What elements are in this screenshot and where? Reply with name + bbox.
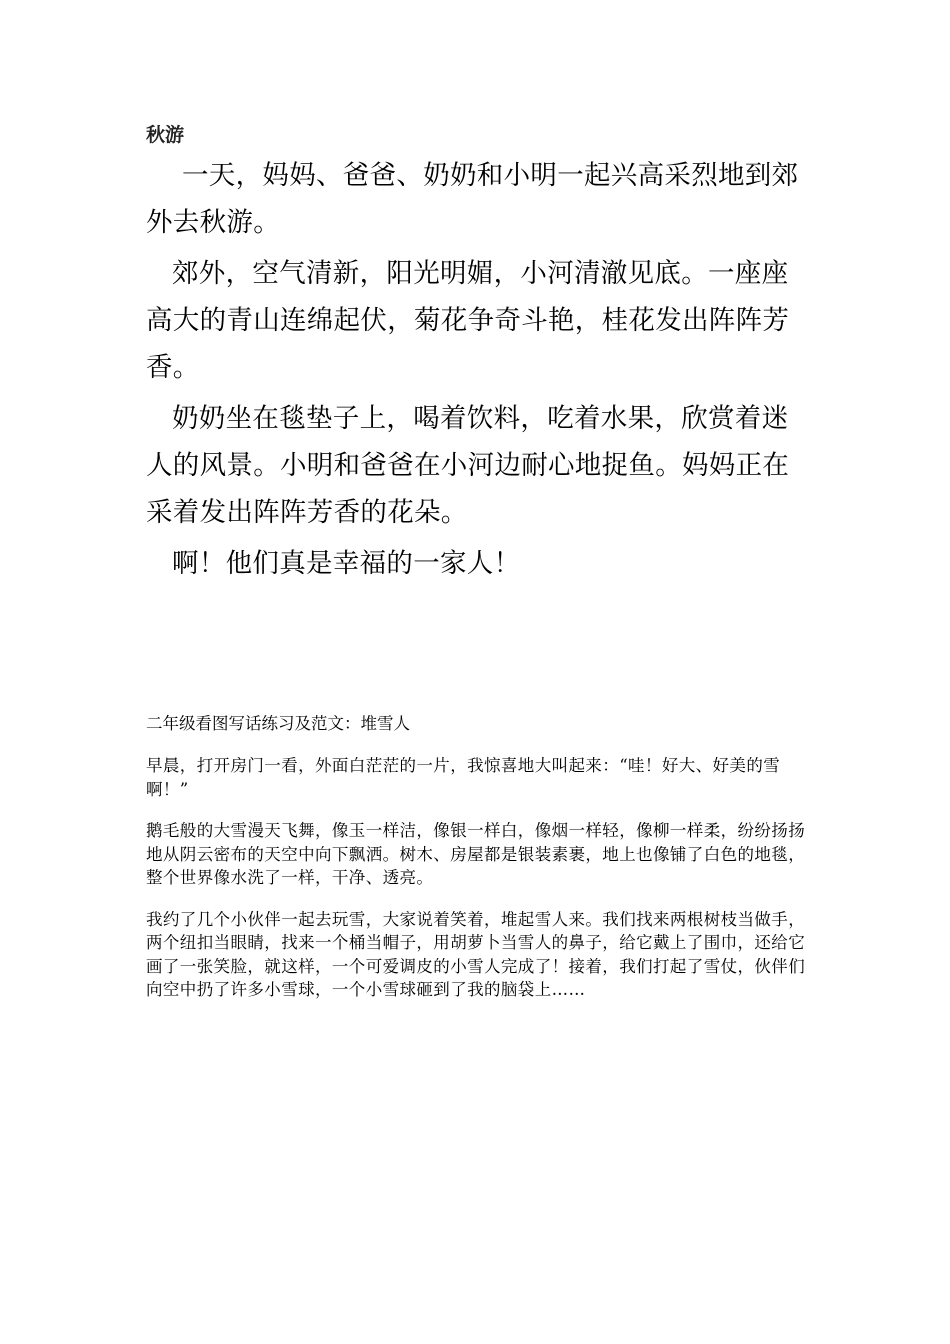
story-snowman xyxy=(146,712,814,1020)
story-title: 二年级看图写话练习及范文：堆雪人 xyxy=(146,714,410,733)
story-paragraph: 啊！他们真是幸福的一家人！ xyxy=(172,548,521,579)
story-paragraph: 奶奶坐在毯垫子上，喝着饮料，吃着水果，欣赏着迷人的风景。小明和爸爸在小河边耐心地捉鱼。妈妈正在采着发出阵阵芳香的花朵。 xyxy=(146,403,790,528)
story-autumn-trip xyxy=(146,120,814,591)
story-paragraph: 鹅毛般的大雪漫天飞舞，像玉一样洁，像银一样白，像烟一样轻，像柳一样柔，纷纷扬扬地从阴云密布的天空中向下飘洒。树木、房屋都是银装素裹，地上也像铺了白色的地毯，整个世界像水洗了一样，干净、透亮。 xyxy=(146,821,806,887)
story-paragraph: 我约了几个小伙伴一起去玩雪，大家说着笑着，堆起雪人来。我们找来两根树枝当做手，两个纽扣当眼睛，找来一个桶当帽子，用胡萝卜当雪人的鼻子，给它戴上了围巾，还给它画了一张笑脸，就这样，一个可爱调皮的小雪人完成了！接着，我们打起了雪仗，伙伴们向空中扔了许多小雪球，一个小雪球砸到了我的脑袋上…… xyxy=(146,909,806,999)
story-title: 秋游 xyxy=(146,124,185,146)
story-paragraph: 一天，妈妈、爸爸、奶奶和小明一起兴高采烈地到郊外去秋游。 xyxy=(146,160,799,238)
story-paragraph: 早晨，打开房门一看，外面白茫茫的一片，我惊喜地大叫起来：“哇！好大、好美的雪啊！” xyxy=(146,756,781,799)
story-paragraph: 郊外，空气清新，阳光明媚，小河清澈见底。一座座高大的青山连绵起伏，菊花争奇斗艳，桂花发出阵阵芳香。 xyxy=(146,258,790,383)
